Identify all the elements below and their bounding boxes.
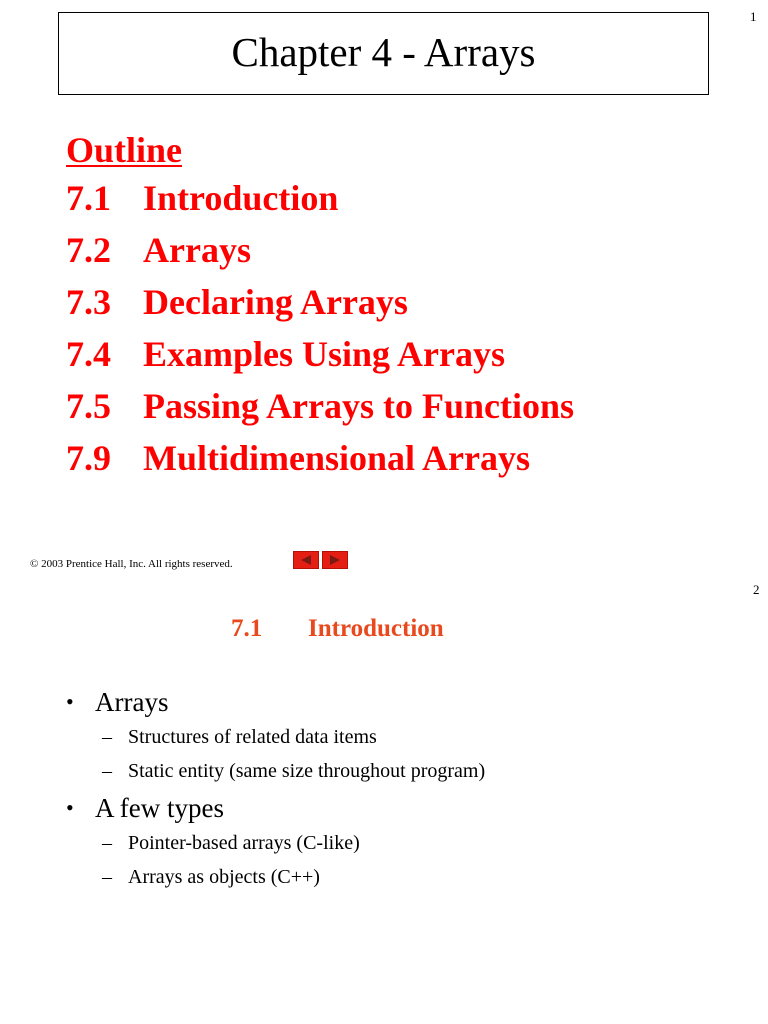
section-title (231, 614, 444, 644)
outline-item-number: 7.1 (66, 178, 111, 218)
outline-item-label: Multidimensional Arrays (143, 438, 531, 478)
sub-item (66, 860, 485, 894)
outline-item (66, 432, 574, 484)
outline-item (66, 276, 574, 328)
sub-item-text: Arrays as objects (C++) (128, 866, 320, 888)
sub-list (66, 720, 485, 788)
page-number-1: 1 (750, 9, 757, 24)
title-box (58, 12, 709, 95)
dash: – (102, 760, 112, 782)
bullet-text: A few types (95, 793, 224, 823)
outline-item-label: Passing Arrays to Functions (143, 386, 575, 426)
bullet-text: Arrays (95, 687, 169, 717)
next-slide-button[interactable] (322, 551, 348, 569)
sub-item (66, 754, 485, 788)
outline-item (66, 224, 574, 276)
bullet-item (66, 790, 485, 826)
bullet-dot: • (66, 689, 74, 714)
outline-item-number: 7.5 (66, 386, 111, 426)
bullet-dot: • (66, 795, 74, 820)
outline-heading: Outline (66, 130, 183, 170)
dash: – (102, 726, 112, 748)
dash: – (102, 832, 112, 854)
outline-item-number: 7.2 (66, 230, 111, 270)
outline-item (66, 380, 574, 432)
triangle-left-icon (300, 555, 312, 565)
section-title-number: 7.1 (231, 615, 263, 642)
dash: – (102, 866, 112, 888)
page-number-2: 2 (753, 582, 760, 597)
sub-list (66, 826, 485, 894)
bullet-list (66, 684, 485, 896)
sub-item-text: Structures of related data items (128, 726, 377, 748)
outline (66, 128, 574, 484)
sub-item-text: Pointer-based arrays (C-like) (128, 832, 360, 854)
bullet-item (66, 684, 485, 720)
triangle-right-icon (329, 555, 341, 565)
outline-item-number: 7.9 (66, 438, 111, 478)
sub-item-text: Static entity (same size throughout program) (128, 760, 486, 782)
outline-item-label: Arrays (143, 230, 251, 270)
sub-item (66, 826, 485, 860)
slide-nav (293, 551, 348, 569)
outline-item-number: 7.3 (66, 282, 111, 322)
slide-title: Chapter 4 - Arrays (231, 29, 536, 75)
section-title-label: Introduction (308, 615, 444, 642)
copyright-notice: © 2003 Prentice Hall, Inc. All rights reserved. (30, 558, 233, 570)
outline-item (66, 172, 574, 224)
prev-slide-button[interactable] (293, 551, 319, 569)
outline-item-label: Declaring Arrays (143, 282, 408, 322)
outline-item-label: Introduction (143, 178, 339, 218)
sub-item (66, 720, 485, 754)
outline-item-number: 7.4 (66, 334, 111, 374)
outline-item-label: Examples Using Arrays (143, 334, 506, 374)
outline-item (66, 328, 574, 380)
